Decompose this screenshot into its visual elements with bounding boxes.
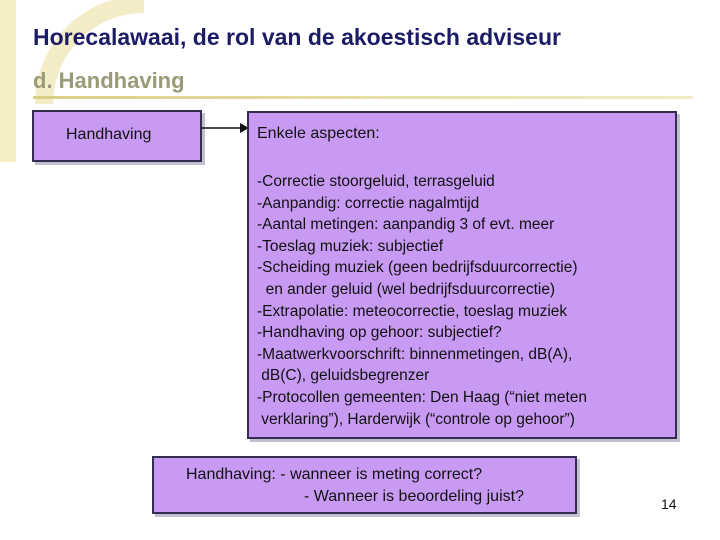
aspect-item: dB(C), geluidsbegrenzer bbox=[257, 367, 430, 385]
aspects-box bbox=[247, 111, 677, 439]
questions-box bbox=[152, 456, 577, 514]
arrow-right-icon bbox=[202, 118, 250, 138]
question-line-2: - Wanneer is beoordeling juist? bbox=[304, 488, 524, 505]
aspect-item: -Toeslag muziek: subjectief bbox=[257, 237, 444, 255]
aspect-item: -Scheiding muziek (geen bedrijfsduurcorrectie) bbox=[257, 259, 578, 277]
question-line-1: Handhaving: - wanneer is meting correct? bbox=[186, 466, 483, 483]
aspect-item: -Protocollen gemeenten: Den Haag (“niet meten bbox=[257, 388, 587, 406]
aspect-item: -Maatwerkvoorschrift: binnenmetingen, dB(A), bbox=[257, 345, 573, 363]
aspects-heading: Enkele aspecten: bbox=[257, 125, 380, 142]
page-number: 14 bbox=[661, 496, 677, 512]
handhaving-box bbox=[32, 110, 202, 162]
decorative-side-bar bbox=[0, 0, 16, 162]
aspect-item: -Handhaving op gehoor: subjectief? bbox=[257, 324, 502, 342]
aspects-list bbox=[257, 171, 587, 430]
slide-subtitle: d. Handhaving bbox=[33, 68, 185, 93]
aspect-item: -Correctie stoorgeluid, terrasgeluid bbox=[257, 173, 495, 190]
aspect-item: -Aantal metingen: aanpandig 3 of evt. meer bbox=[257, 216, 555, 234]
aspect-item: -Aanpandig: correctie nagalmtijd bbox=[257, 194, 480, 212]
slide-title: Horecalawaai, de rol van de akoestisch adviseur bbox=[33, 24, 561, 50]
aspect-item: verklaring”), Harderwijk (“controle op gehoor”) bbox=[257, 410, 575, 428]
handhaving-box-label: Handhaving bbox=[66, 126, 152, 143]
aspect-item: en ander geluid (wel bedrijfsduurcorrectie) bbox=[257, 280, 556, 298]
title-divider bbox=[33, 96, 693, 99]
aspect-item: -Extrapolatie: meteocorrectie, toeslag muziek bbox=[257, 302, 568, 320]
